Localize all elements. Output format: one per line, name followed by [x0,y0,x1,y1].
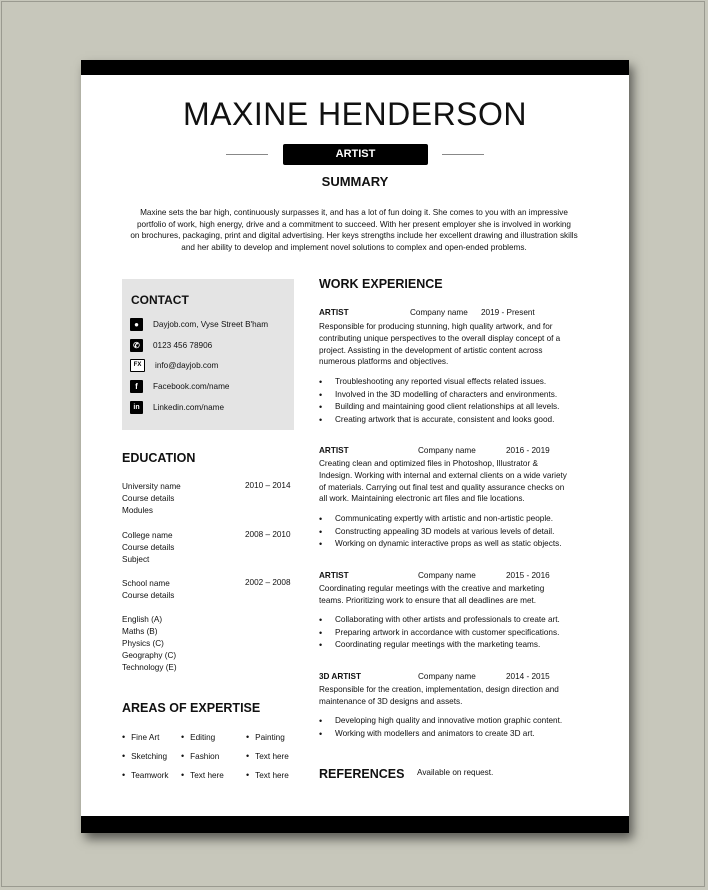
subject-grade: Technology (E) [122,663,177,672]
work-experience-heading: WORK EXPERIENCE [319,277,443,291]
job-dates: 2019 - Present [481,308,535,317]
expertise-label: Sketching [131,751,168,761]
expertise-item: • Text here [181,770,224,780]
education-subjects [122,614,177,674]
job-title: ARTIST [319,446,349,455]
expertise-label: Teamwork [131,770,169,780]
expertise-item: • Editing [181,732,216,742]
job-bullet: • Creating artwork that is accurate, consistent and looks good. [319,414,581,427]
contact-facebook[interactable]: Facebook.com/name [153,381,230,391]
job-bullet: • Working with modellers and animators to create 3D art. [319,728,581,741]
summary-line: and her ability to develop and implement novel solutions to complex and open-ended problems. [181,242,527,252]
contact-box [122,279,294,430]
expertise-label: Fashion [190,751,220,761]
job-description-line: of materials. Carrying out final test and quality assurance checks on [319,482,565,492]
job-title-badge: ARTIST [283,144,428,165]
job-description [319,684,575,708]
expertise-item: • Fine Art [122,732,160,742]
expertise-label: Text here [190,770,224,780]
job-bullet-list [319,513,581,551]
education-dates: 2002 – 2008 [245,578,291,587]
references-text: Available on request. [417,768,494,777]
job-bullet: • Collaborating with other artists and professionals to create art. [319,614,581,627]
subject-grade: Maths (B) [122,627,158,636]
education-detail: Course details [122,494,175,503]
education-institution: School name [122,579,170,588]
title-rule-right [442,154,484,155]
education-heading: EDUCATION [122,451,196,465]
expertise-label: Text here [255,751,289,761]
education-detail: Course details [122,591,175,600]
subject-grade: English (A) [122,615,163,624]
job-description [319,583,575,607]
job-title: 3D ARTIST [319,672,362,681]
fax-icon: FX [130,359,145,372]
expertise-item: • Sketching [122,751,168,761]
job-bullet: • Coordinating regular meetings with the marketing teams. [319,639,581,652]
summary-line: on brochures, packaging, print and digital advertising. Her keys strengths include her excellent drawing and illustration skills [130,231,578,240]
education-dates: 2010 – 2014 [245,481,291,490]
job-bullet-list [319,376,581,427]
job-description-line: contributing unique perspectives to the overall display concept of a [319,333,561,343]
job-company: Company name [418,446,476,455]
contact-item-phone [130,338,212,352]
summary-line: Maxine sets the bar high, continuously surpasses it, and has a lot of fun doing it. She comes to you with an impressive [140,208,568,217]
education-detail: Subject [122,555,150,564]
education-institution: University name [122,482,181,491]
candidate-name: MAXINE HENDERSON [182,96,528,132]
contact-address: Dayjob.com, Vyse Street B'ham [153,319,269,329]
job-description [319,458,575,505]
title-rule-left [226,154,268,155]
contact-item-facebook [130,379,229,393]
job-description-line: Indesign. Working with internal and external clients on a wide variety [319,470,567,480]
expertise-heading: AREAS OF EXPERTISE [122,701,261,715]
top-black-bar [81,60,629,75]
job-description-line: maintenance of 3D designs and assets. [319,696,463,706]
job-description [319,321,575,368]
education-entry [122,578,174,602]
expertise-label: Fine Art [131,732,160,742]
job-description-line: Responsible for the creation, implementation, design direction and [319,685,559,694]
education-detail: Course details [122,543,175,552]
job-company: Company name [410,308,468,317]
job-bullet: • Developing high quality and innovative motion graphic content. [319,715,581,728]
job-bullet: • Building and maintaining good client relationships at all levels. [319,401,581,414]
job-description-line: Responsible for producing stunning, high quality artwork, and for [319,322,553,331]
summary-text [119,207,589,253]
education-entry [122,481,181,517]
resume-page [81,60,629,833]
job-bullet: • Communicating expertly with artistic and non-artistic people. [319,513,581,526]
job-description-line: Creating clean and optimized files in Photoshop, Illustrator & [319,459,538,468]
job-description-line: all work. Maintaining electronic art files and file locations. [319,494,525,504]
summary-line: portfolio of work, high energy, drive and a commitment to succeed. With her present employer she is involved in working [137,219,571,229]
job-description-line: numerous platforms and objectives. [319,357,449,367]
expertise-item: • Text here [246,751,289,761]
contact-item-linkedin [130,400,224,414]
summary-heading: SUMMARY [321,174,389,189]
subject-grade: Geography (C) [122,651,177,660]
expertise-item: • Fashion [181,751,220,761]
contact-heading: CONTACT [131,293,189,307]
job-dates: 2015 - 2016 [506,571,550,580]
job-company: Company name [418,571,476,580]
contact-phone: 0123 456 78906 [153,340,213,350]
job-title: ARTIST [319,571,349,580]
education-dates: 2008 – 2010 [245,530,291,539]
job-bullet: • Preparing artwork in accordance with customer specifications. [319,627,581,640]
job-bullet: • Working on dynamic interactive props as well as static objects. [319,538,581,551]
education-entry [122,530,174,566]
contact-item-email [130,358,218,372]
job-dates: 2014 - 2015 [506,672,550,681]
facebook-icon: f [130,380,143,393]
phone-icon: ✆ [130,339,143,352]
job-bullet: • Troubleshooting any reported visual effects related issues. [319,376,581,389]
job-bullet-list [319,614,581,652]
job-company: Company name [418,672,476,681]
job-title: ARTIST [319,308,349,317]
expertise-item: • Text here [246,770,289,780]
job-description-line: teams. Prioritizing work to ensure that all deadlines are met. [319,595,537,605]
subject-grade: Physics (C) [122,639,164,648]
contact-item-address [130,317,268,331]
expertise-item: • Painting [246,732,285,742]
job-description-line: project. Assisting in the development of artistic content across [319,345,543,355]
job-dates: 2016 - 2019 [506,446,550,455]
references-heading: REFERENCES [319,767,405,781]
contact-linkedin[interactable]: Linkedin.com/name [153,402,224,412]
expertise-item: • Teamwork [122,770,169,780]
job-bullet-list [319,715,581,740]
job-description-line: Coordinating regular meetings with the creative and marketing [319,584,545,593]
job-bullet: • Involved in the 3D modelling of characters and environments. [319,389,581,402]
linkedin-icon: in [130,401,143,414]
education-detail: Modules [122,506,153,515]
job-bullet: • Constructing appealing 3D models at various levels of detail. [319,526,581,539]
education-institution: College name [122,531,173,540]
bottom-black-bar [81,816,629,833]
location-pin-icon: ● [130,318,143,331]
expertise-label: Text here [255,770,289,780]
expertise-label: Editing [190,732,216,742]
contact-email[interactable]: info@dayjob.com [155,360,219,370]
expertise-label: Painting [255,732,285,742]
